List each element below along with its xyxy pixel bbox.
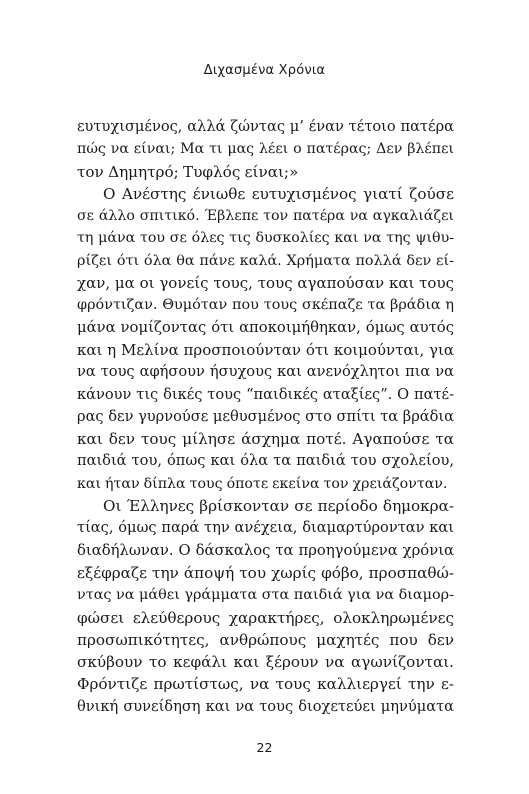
text-line-5: σε άλλο σπιτικό. Έβλεπε τον πατέρα να αγκαλιάζει: [77, 208, 454, 225]
text-line-3: τον Δημητρό; Τυφλός είναι;»: [77, 162, 299, 181]
text-line-20: διαδήλωναν. Ο δάσκαλος τα προηγούμενα χρόνια: [77, 541, 454, 559]
running-header-title: Διχασμένα Χρόνια: [203, 63, 326, 78]
text-line-13: κάνουν τις δικές τους “παιδικές αταξίες”. Ο πατέ-: [77, 385, 454, 403]
text-line-27: θνική συνείδηση και να τους διοχετεύει μηνύματα: [77, 697, 454, 715]
text-line-7: ρίζει ότι όλα θα πάνε καλά. Χρήματα πολλά δεν εί-: [77, 252, 454, 269]
text-line-17: και ήταν δίπλα τους όποτε εκείνα τον χρειάζονταν.: [77, 475, 448, 492]
text-line-25: σκύβουν το κεφάλι και ξέρουν να αγωνίζονται.: [77, 653, 454, 672]
page-number: 22: [256, 740, 273, 755]
text-line-2: πώς να είναι; Μα τι μας λέει ο πατέρας; Δεν βλέπει: [77, 141, 454, 158]
text-line-11: και η Μελίνα προσποιούνταν ότι κοιμούνται, για: [77, 340, 454, 359]
text-line-6: τη μάνα του σε όλες τις δυσκολίες και να της ψιθυ-: [77, 230, 454, 247]
text-line-8: χαν, μα οι γονείς τους, τους αγαπούσαν και τους: [77, 274, 454, 293]
text-line-26: Φρόντιζε πρωτίστως, να τους καλλιεργεί την ε-: [77, 675, 454, 694]
text-line-10: μάνα νομίζοντας ότι αποκοιμήθηκαν, όμως αυτός: [77, 318, 454, 336]
text-line-14: ρας δεν γυρνούσε μεθυσμένος στο σπίτι τα βράδια: [77, 407, 454, 425]
paragraph-start-line-18: Οι Έλληνες βρίσκονταν σε περίοδο δημοκρα-: [103, 497, 454, 516]
text-line-24: προσωπικότητες, ανθρώπους μαχητές που δεν: [77, 630, 454, 649]
text-line-9: φρόντιζαν. Θυμόταν που τους σκέπαζε τα βράδια η: [77, 297, 454, 314]
text-line-12: να τους αφήσουν ήσυχους και ανενόχλητοι πια να: [77, 363, 454, 381]
text-line-15: και δεν τους μίλησε άσχημα ποτέ. Αγαπούσε τα: [77, 430, 454, 449]
text-line-23: φώσει ελεύθερους χαρακτήρες, ολοκληρωμένες: [77, 608, 454, 627]
text-line-21: εξέφραζε την άποψή του χωρίς φόβο, προσπαθώ-: [77, 563, 454, 582]
paragraph-start-line-4: Ο Ανέστης ένιωθε ευτυχισμένος γιατί ζούσε: [103, 184, 454, 203]
text-line-16: παιδιά του, όπως και όλα τα παιδιά του σχολείου,: [77, 452, 454, 470]
text-line-22: ντας να μάθει γράμματα στα παιδιά για να διαμορ-: [77, 587, 454, 604]
body-text: [77, 116, 454, 718]
text-line-19: τίας, όμως παρά την ανέχεια, διαμαρτύρονταν και: [77, 519, 454, 537]
text-line-1: ευτυχισμένος, αλλά ζώντας μ’ έναν τέτοιο πατέρα: [77, 118, 454, 135]
